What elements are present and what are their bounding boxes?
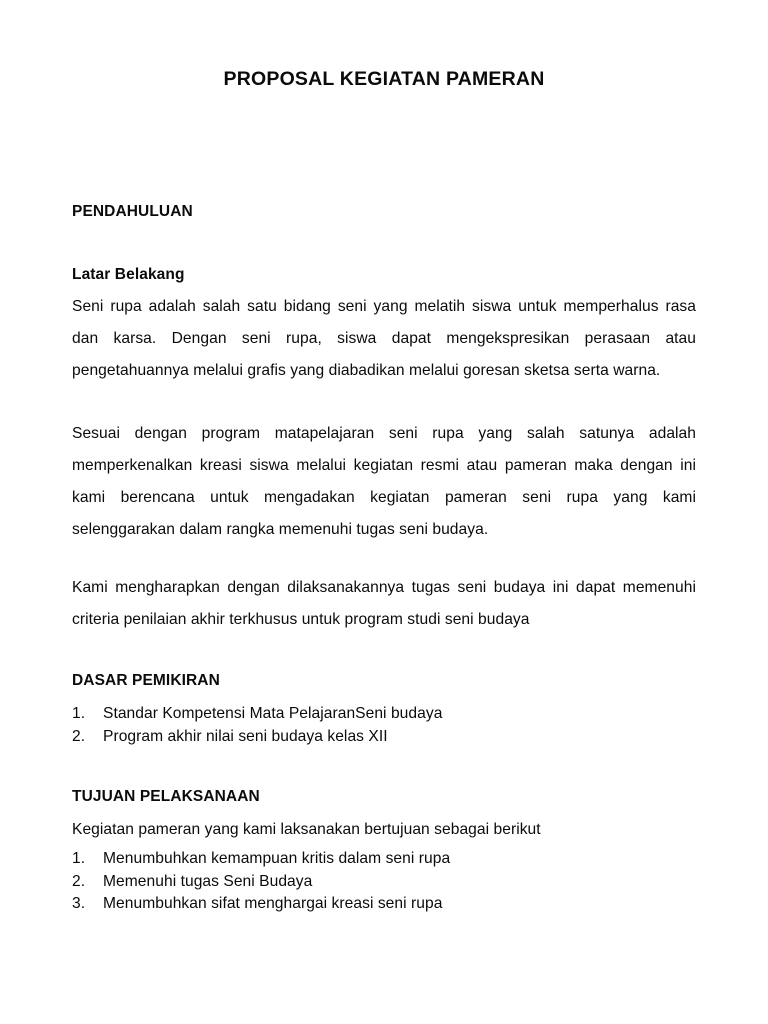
list-item [72,848,696,871]
section-heading-dasar-pemikiran-wrap [72,671,696,690]
section-heading-pendahuluan: PENDAHULUAN [72,203,193,220]
page-title: PROPOSAL KEGIATAN PAMERAN [223,68,545,90]
section-heading-dasar-pemikiran: DASAR PEMIKIRAN [72,672,220,689]
list-dasar-pemikiran-wrap [72,703,696,748]
intro-tujuan-pelaksanaan: Kegiatan pameran yang kami laksanakan bertujuan sebagai berikut [72,821,541,838]
list-item-number: 1. [72,850,86,867]
list-item [72,871,696,894]
list-dasar-pemikiran [72,703,696,748]
list-item [72,893,696,916]
list-item [72,703,696,726]
subsection-heading-latar-belakang-wrap [72,265,696,284]
list-item [72,726,696,749]
list-item-label: Memenuhi tugas Seni Budaya [103,872,313,890]
list-tujuan-pelaksanaan-wrap [72,848,696,916]
paragraph-latar-belakang-1-wrap [72,291,696,387]
paragraph-latar-belakang-2: Sesuai dengan program matapelajaran seni rupa yang salah satunya adalah memperkenalkan kreasi siswa melalui kegiatan resmi atau pameran maka dengan ini kami berencana untuk mengadakan kegiatan pameran seni rupa yang kami selenggarakan dalam rangka memenuhi tugas seni budaya. [72,425,696,538]
list-item-number: 1. [72,705,86,722]
section-heading-pendahuluan-wrap [72,202,696,221]
list-tujuan-pelaksanaan [72,848,696,916]
list-item-number: 3. [72,895,86,912]
paragraph-latar-belakang-2-wrap [72,418,696,546]
section-heading-tujuan-pelaksanaan: TUJUAN PELAKSANAAN [72,788,260,805]
paragraph-latar-belakang-1: Seni rupa adalah salah satu bidang seni yang melatih siswa untuk memperhalus rasa dan karsa. Dengan seni rupa, siswa dapat mengekspresikan perasaan atau pengetahuannya melalui grafis yang diabadikan melalui goresan sketsa serta warna. [72,298,696,379]
section-heading-tujuan-pelaksanaan-wrap [72,787,696,806]
list-item-number: 2. [72,872,86,890]
list-item-label: Menumbuhkan kemampuan kritis dalam seni rupa [103,850,451,867]
list-item-number: 2. [72,727,86,745]
list-item-label: Standar Kompetensi Mata PelajaranSeni budaya [103,705,443,722]
paragraph-latar-belakang-3-wrap [72,572,696,636]
paragraph-latar-belakang-3: Kami mengharapkan dengan dilaksanakannya tugas seni budaya ini dapat memenuhi criteria penilaian akhir terkhusus untuk program studi seni budaya [72,579,696,628]
list-item-label: Program akhir nilai seni budaya kelas XII [103,727,388,745]
list-item-label: Menumbuhkan sifat menghargai kreasi seni rupa [103,895,443,912]
intro-tujuan-pelaksanaan-wrap [72,816,696,844]
subsection-heading-latar-belakang: Latar Belakang [72,266,185,283]
